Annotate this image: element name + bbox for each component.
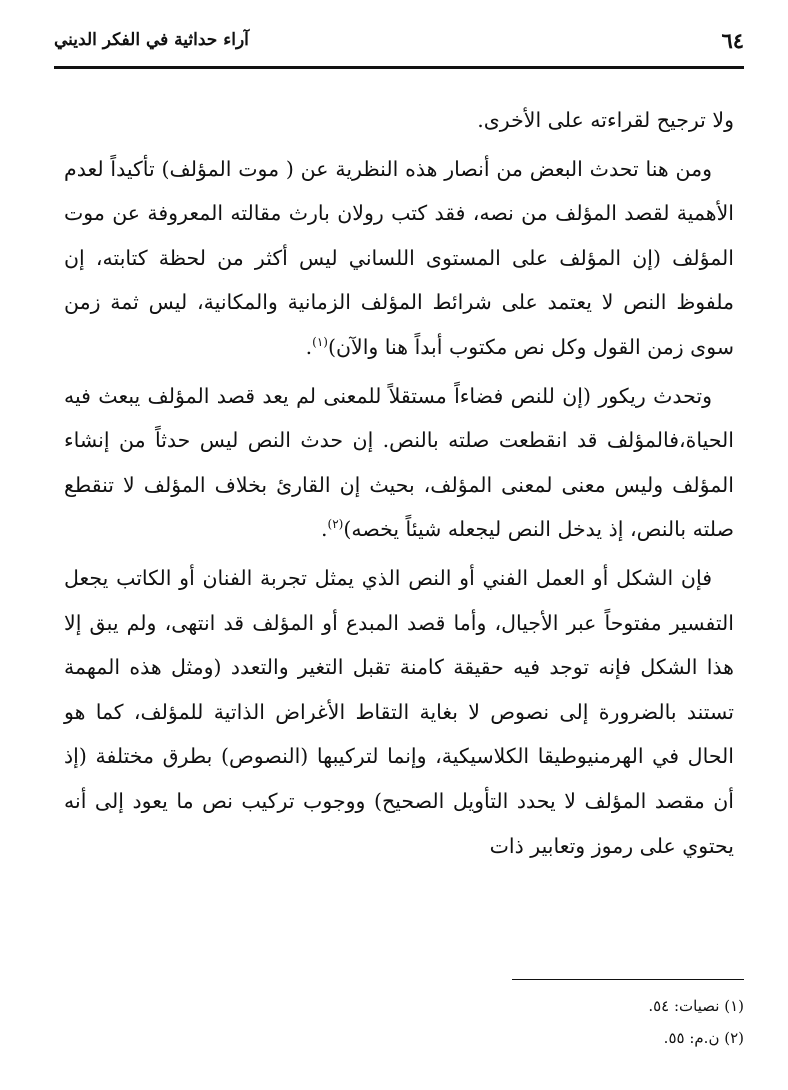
paragraph	[64, 556, 734, 868]
body-text	[64, 98, 734, 872]
paragraph	[64, 147, 734, 370]
paragraph	[64, 374, 734, 552]
footnote-ref: (٢)	[327, 517, 344, 532]
page-number: ٦٤	[721, 28, 744, 53]
header-rule	[54, 66, 744, 69]
paragraph-end: .	[305, 334, 313, 359]
page-header	[54, 24, 744, 68]
paragraph-text: فإن الشكل أو العمل الفني أو النص الذي يمثل تجربة الفنان أو الكاتب يجعل التفسير مفتوحاً عبر الأجيال، وأما قصد المبدع أو المؤلف قد انتهى، ولم يبق إلا هذا الشكل فإنه توجد فيه حقيقة كامنة تقبل التغير والتعدد (ومثل هذه المهمة تستند بالضرورة إلى نصوص لا بغاية التقاط الأغراض الذاتية للمؤلف، كما هو الحال في الهرمنيوطيقا الكلاسيكية، وإنما لتركيبها (النصوص) بطرق مختلفة (إذ أن مقصد المؤلف لا يحدد التأويل الصحيح) ووجوب تركيب نص ما يعود إلى أنه يحتوي على رموز وتعابير ذات	[64, 565, 734, 858]
paragraph-text: ومن هنا تحدث البعض من أنصار هذه النظرية عن ( موت المؤلف) تأكيداً لعدم الأهمية لقصد المؤلف من نصه، فقد كتب رولان بارث مقالته المعروفة عن موت المؤلف (إن المؤلف على المستوى اللساني ليس أكثر من لحظة كتابته، إن ملفوظ النص لا يعتمد على شرائط المؤلف الزمانية والمكانية، ليس ثمة زمن سوى زمن القول وكل نص مكتوب أبداً هنا والآن)	[64, 156, 734, 359]
footnotes	[444, 990, 744, 1054]
footnote: (١) نصيات: ٥٤.	[648, 997, 744, 1015]
paragraph-end: .	[320, 517, 328, 542]
paragraph-text: وتحدث ريكور (إن للنص فضاءاً مستقلاً للمعنى لم يعد قصد المؤلف يبعث فيه الحياة،فالمؤلف قد انقطعت صلته بالنص. إن حدث النص ليس حدثاً من إنشاء المؤلف وليس معنى لمعنى المؤلف، بحيث إن القارئ بخلاف المؤلف لا تنقطع صلته بالنص، إذ يدخل النص ليجعله شيئاً يخصه)	[64, 383, 734, 542]
paragraph	[64, 98, 734, 143]
footnote: (٢) ن.م: ٥٥.	[663, 1029, 744, 1047]
paragraph-text: ولا ترجيح لقراءته على الأخرى.	[477, 108, 734, 132]
footnote-ref: (١)	[312, 335, 328, 350]
running-title: آراء حداثية في الفكر الديني	[54, 30, 249, 50]
footnote-separator	[512, 979, 744, 980]
